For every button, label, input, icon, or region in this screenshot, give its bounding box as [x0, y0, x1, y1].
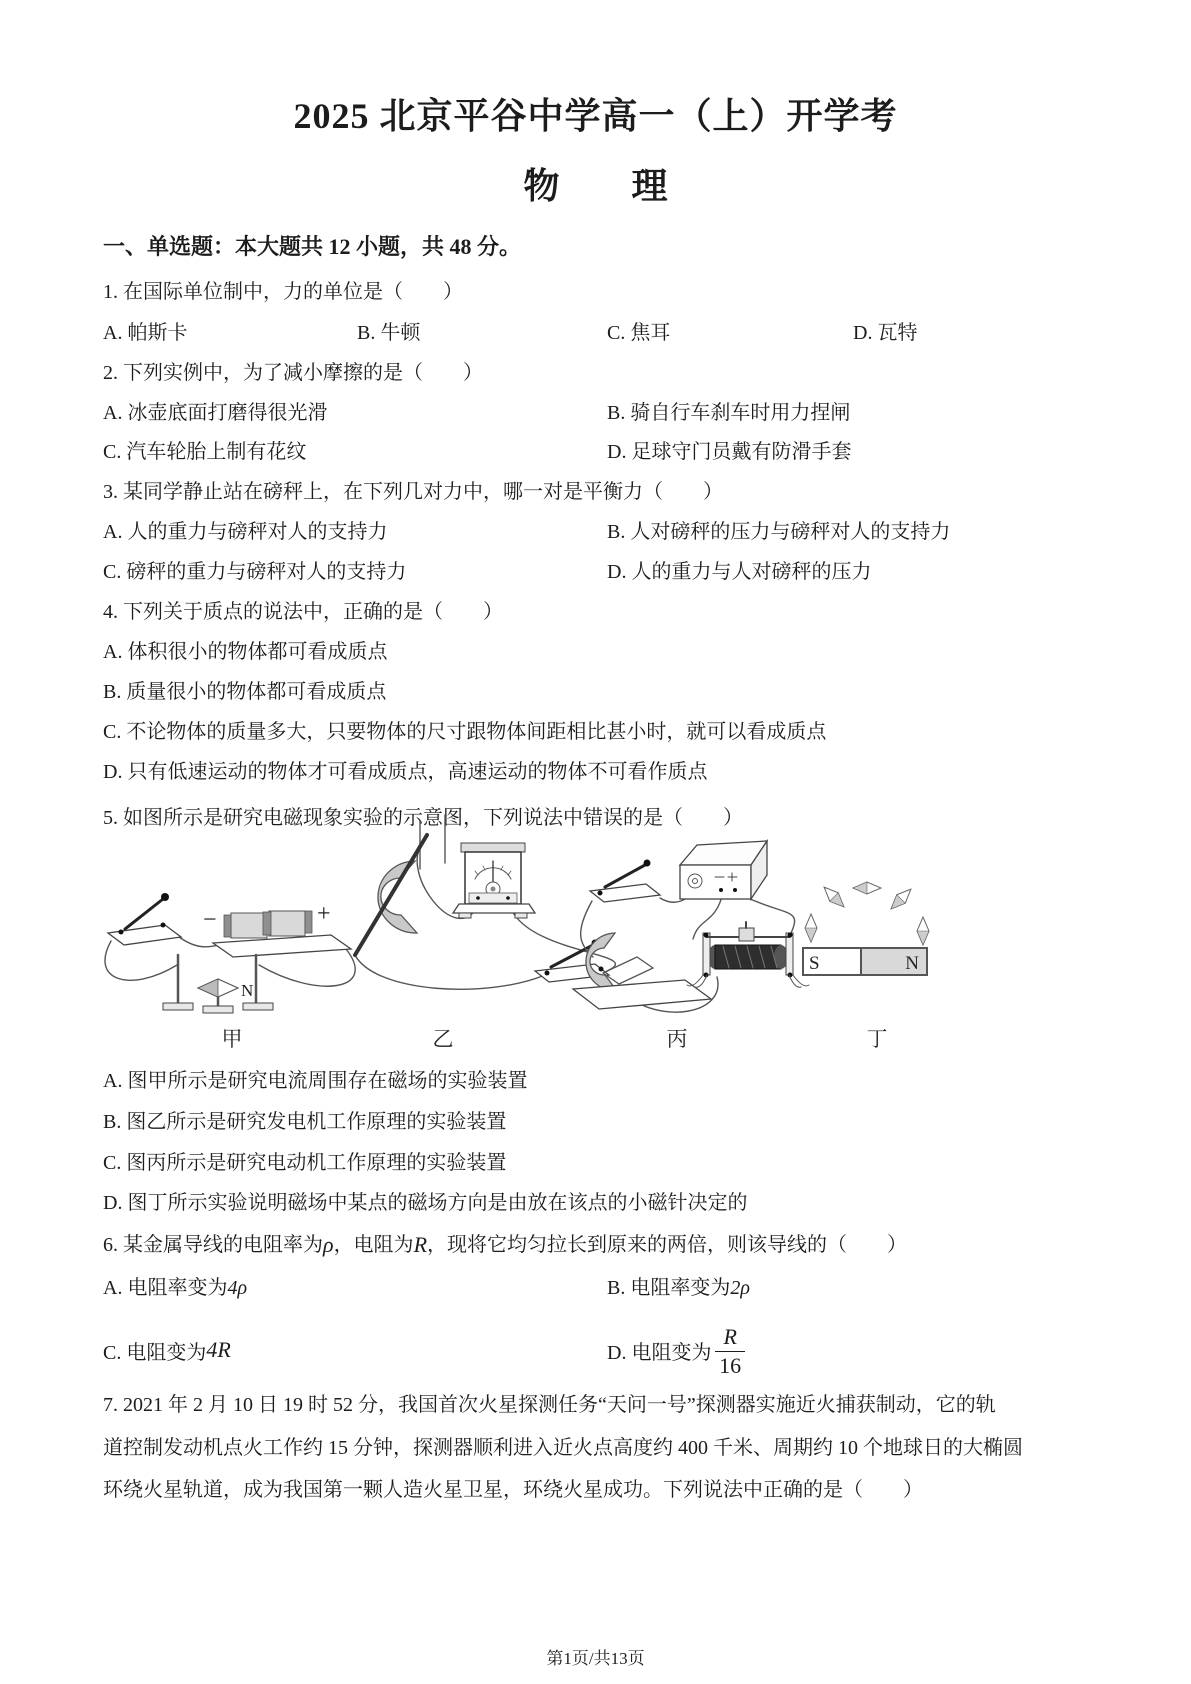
q6-stem-prefix: 6. 某金属导线的电阻率为	[103, 1234, 323, 1256]
q2-option-a: A. 冰壶底面打磨得很光滑	[103, 402, 328, 424]
page-footer: 第1页/共13页	[546, 1649, 645, 1668]
q6-stem-suffix: ，现将它均匀拉长到原来的两倍，则该导线的（ ）	[427, 1234, 908, 1256]
magnet-s-label: S	[809, 953, 820, 974]
switch-icon	[590, 860, 660, 903]
q2-option-c: C. 汽车轮胎上制有花纹	[103, 441, 307, 463]
q2-option-d: D. 足球守门员戴有防滑手套	[607, 441, 852, 463]
page-title: 2025 北京平谷中学高一（上）开学考	[293, 96, 898, 136]
subject-title: 物 理	[523, 166, 668, 206]
q3-options-cd	[103, 551, 1103, 593]
q6-option-d: D. 电阻变为 $\frac{R}{16}$	[607, 1324, 745, 1377]
q1-option-b: B. 牛顿	[357, 322, 421, 344]
q3-option-a: A. 人的重力与磅秤对人的支持力	[103, 521, 388, 543]
q5-option-b: B. 图乙所示是研究发电机工作原理的实验装置	[103, 1111, 507, 1133]
q4-option-b: B. 质量很小的物体都可看成质点	[103, 681, 387, 703]
figure-bing	[573, 841, 809, 1012]
q3-option-d: D. 人的重力与人对磅秤的压力	[607, 561, 872, 583]
q5-option-d: D. 图丁所示实验说明磁场中某点的磁场方向是由放在该点的小磁针决定的	[103, 1192, 748, 1214]
wire	[693, 893, 723, 939]
q4-option-d: D. 只有低速运动的物体才可看成质点，高速运动的物体不可看作质点	[103, 761, 708, 783]
q5-stem: 5. 如图所示是研究电磁现象实验的示意图，下列说法中错误的是（ ）	[103, 807, 743, 829]
figure-yi	[355, 815, 615, 989]
q1-option-d: D. 瓦特	[853, 322, 918, 344]
q6-stem-mid: ，电阻为	[333, 1234, 414, 1256]
q6-options-cd	[103, 1312, 1103, 1388]
q5-option-c: C. 图丙所示是研究电动机工作原理的实验装置	[103, 1152, 507, 1174]
magnet-coil-icon	[573, 933, 711, 1009]
question5-figure	[103, 785, 1088, 1055]
power-supply-icon	[680, 841, 767, 899]
q6-option-b: B. 电阻率变为2ρ	[607, 1277, 750, 1299]
rheostat-icon	[687, 922, 809, 987]
q5-option-a: A. 图甲所示是研究电流周围存在磁场的实验装置	[103, 1070, 528, 1092]
figure-jia	[105, 893, 355, 1013]
magnet-n-label: N	[905, 953, 919, 974]
battery-icon	[203, 901, 351, 957]
figure-label-ding: 丁	[866, 1027, 888, 1051]
figure-label-yi: 乙	[432, 1027, 454, 1051]
bar-magnet-icon	[803, 948, 927, 975]
q3-option-b: B. 人对磅秤的压力与磅秤对人的支持力	[607, 521, 951, 543]
q2-option-b: B. 骑自行车刹车时用力捏闸	[607, 402, 851, 424]
q6-options-ab	[103, 1267, 1103, 1309]
wire	[355, 955, 545, 989]
compass-stand-icon	[163, 955, 273, 1013]
q3-option-c: C. 磅秤的重力与磅秤对人的支持力	[103, 561, 407, 583]
galvanometer-icon	[453, 843, 535, 918]
q6-option-a: A. 电阻率变为4ρ	[103, 1277, 248, 1299]
q4-stem: 4. 下列关于质点的说法中，正确的是（ ）	[103, 601, 503, 623]
q4-option-a: A. 体积很小的物体都可看成质点	[103, 641, 388, 663]
switch-icon	[108, 893, 181, 945]
horseshoe-magnet-icon	[378, 861, 417, 933]
compass-n-label: N	[241, 981, 254, 1000]
figure-label-jia: 甲	[221, 1027, 243, 1051]
q1-option-c: C. 焦耳	[607, 322, 671, 344]
q6-option-c: C. 电阻变为 4R	[103, 1337, 231, 1364]
q1-option-a: A. 帕斯卡	[103, 322, 188, 344]
compass-needles-icon	[805, 882, 929, 945]
q1-stem: 1. 在国际单位制中，力的单位是（ ）	[103, 281, 463, 303]
q7-stem-line1: 7. 2021 年 2 月 10 日 19 时 52 分，我国首次火星探测任务“天问一号”探测器实施近火捕获制动，它的轨	[103, 1394, 996, 1416]
q3-stem: 3. 某同学静止站在磅秤上，在下列几对力中，哪一对是平衡力（ ）	[103, 481, 723, 503]
q4-option-c: C. 不论物体的质量多大，只要物体的尺寸跟物体间距相比甚小时，就可以看成质点	[103, 721, 827, 743]
q2-stem: 2. 下列实例中，为了减小摩擦的是（ ）	[103, 362, 483, 384]
q7-stem-line2: 道控制发动机点火工作约 15 分钟，探测器顺利进入近火点高度约 400 千米、周期约 10 个地球日的大椭圆	[103, 1437, 1023, 1459]
section-heading: 一、单选题：本大题共 12 小题，共 48 分。	[103, 234, 522, 259]
battery-plus-label: +	[317, 901, 331, 927]
q6-stem	[103, 1224, 1103, 1266]
q2-options-cd	[103, 431, 1103, 473]
figure-ding	[803, 882, 929, 975]
wire	[105, 941, 177, 980]
conductor-rod-icon	[355, 835, 427, 955]
fraction: $\frac{R}{16}$	[715, 1324, 744, 1377]
q1-options	[103, 312, 1103, 354]
rho-symbol: ρ	[323, 1232, 334, 1257]
figure-label-bing: 丙	[666, 1027, 688, 1051]
q7-stem-line3: 环绕火星轨道，成为我国第一颗人造火星卫星，环绕火星成功。下列说法中正确的是（ ）	[103, 1479, 923, 1501]
battery-minus-label: −	[203, 907, 217, 933]
q3-options-ab	[103, 511, 1103, 553]
r-symbol: R	[413, 1232, 428, 1257]
q2-options-ab	[103, 392, 1103, 434]
